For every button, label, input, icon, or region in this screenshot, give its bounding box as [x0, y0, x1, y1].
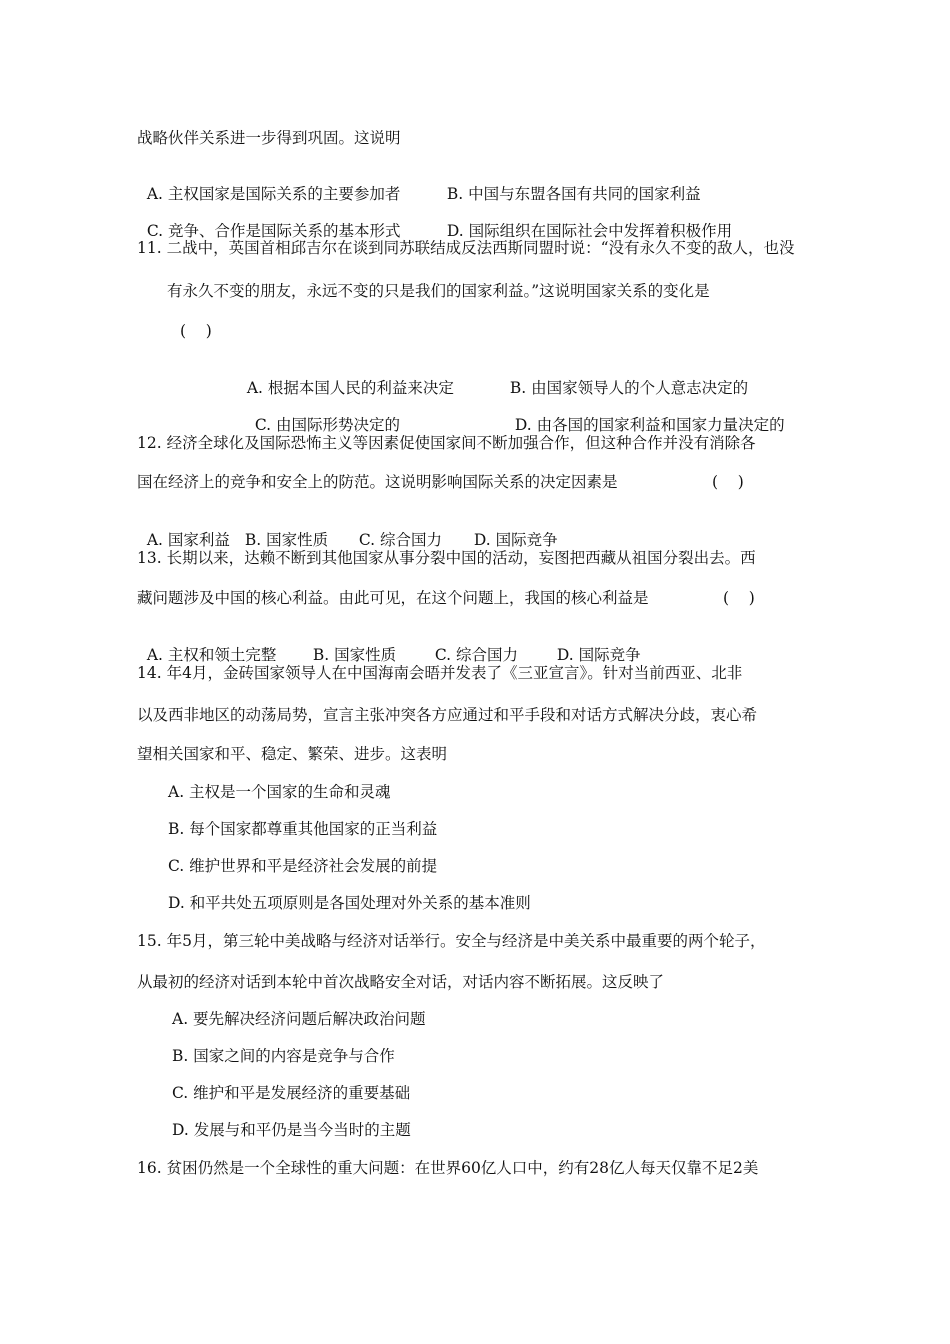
- q13-option-a: A. 主权和领土完整: [146, 646, 277, 664]
- q15-option-a: A. 要先解决经济问题后解决政治问题: [172, 1010, 426, 1028]
- q11-option-b: B. 由国家领导人的个人意志决定的: [509, 379, 749, 397]
- q15-stem-line1: 15. 年5月，第三轮中美战略与经济对话举行。安全与经济是中美关系中最重要的两个轮子，: [137, 932, 766, 950]
- q11-stem-line2: 有永久不变的朋友，永远不变的只是我们的国家利益。”这说明国家关系的变化是: [167, 282, 710, 300]
- q10-option-d: D. 国际组织在国际社会中发挥着积极作用: [446, 222, 733, 240]
- q11-option-c: C. 由国际形势决定的: [254, 416, 401, 434]
- q12-options: [137, 510, 558, 550]
- q13-answer-paren: ( ): [723, 589, 755, 607]
- q12-answer-paren: ( ): [712, 473, 744, 491]
- q11-options-row2: [245, 395, 785, 435]
- q12-option-a: A. 国家利益: [146, 531, 230, 549]
- q12-option-c: C. 综合国力: [358, 531, 443, 549]
- q11-option-a: A. 根据本国人民的利益来决定: [246, 379, 454, 397]
- q12-option-b: B. 国家性质: [244, 531, 329, 549]
- q13-option-c: C. 综合国力: [434, 646, 519, 664]
- q14-option-c: C. 维护世界和平是经济社会发展的前提: [168, 857, 438, 875]
- q13-stem-line1: 13. 长期以来，达赖不断到其他国家从事分裂中国的活动，妄图把西藏从祖国分裂出去。西: [137, 549, 756, 567]
- q10-continuation: 战略伙伴关系进一步得到巩固。这说明: [137, 129, 401, 147]
- q14-option-a: A. 主权是一个国家的生命和灵魂: [168, 783, 391, 801]
- q14-option-b: B. 每个国家都尊重其他国家的正当利益: [168, 820, 438, 838]
- q13-option-b: B. 国家性质: [312, 646, 397, 664]
- q13-option-d: D. 国际竞争: [556, 646, 641, 664]
- q10-options-row2: [137, 201, 732, 241]
- q11-answer-paren: ( ): [180, 322, 212, 340]
- q14-stem-line1: 14. 年4月，金砖国家领导人在中国海南会晤并发表了《三亚宣言》。针对当前西亚、北非: [137, 664, 743, 682]
- q11-option-d: D. 由各国的国家利益和国家力量决定的: [514, 416, 785, 434]
- q15-option-b: B. 国家之间的内容是竞争与合作: [172, 1047, 395, 1065]
- q16-stem-line1: 16. 贫困仍然是一个全球性的重大问题：在世界60亿人口中，约有28亿人每天仅靠不足2美: [137, 1159, 759, 1177]
- q14-stem-line3: 望相关国家和平、稳定、繁荣、进步。这表明: [137, 745, 448, 763]
- q11-options-row1: [237, 358, 748, 398]
- q12-stem-line1: 12. 经济全球化及国际恐怖主义等因素促使国家间不断加强合作，但这种合作并没有消除各: [137, 434, 756, 452]
- q10-options-row1: [137, 164, 701, 204]
- q12-option-d: D. 国际竞争: [473, 531, 558, 549]
- q13-options: [137, 625, 641, 665]
- q10-option-a: A. 主权国家是国际关系的主要参加者: [146, 185, 401, 203]
- q10-option-c: C. 竞争、合作是国际关系的基本形式: [146, 222, 401, 240]
- q15-option-d: D. 发展与和平仍是当今当时的主题: [172, 1121, 411, 1139]
- q12-stem-line2: 国在经济上的竞争和安全上的防范。这说明影响国际关系的决定因素是: [137, 473, 618, 491]
- q15-option-c: C. 维护和平是发展经济的重要基础: [172, 1084, 411, 1102]
- q11-stem-line1: 11. 二战中，英国首相邱吉尔在谈到同苏联结成反法西斯同盟时说：“没有永久不变的敌人，也没: [137, 239, 795, 257]
- q13-stem-line2: 藏问题涉及中国的核心利益。由此可见，在这个问题上，我国的核心利益是: [137, 589, 649, 607]
- q14-option-d: D. 和平共处五项原则是各国处理对外关系的基本准则: [168, 894, 531, 912]
- q15-stem-line2: 从最初的经济对话到本轮中首次战略安全对话，对话内容不断拓展。这反映了: [137, 973, 665, 991]
- q10-option-b: B. 中国与东盟各国有共同的国家利益: [446, 185, 701, 203]
- q14-stem-line2: 以及西非地区的动荡局势，宣言主张冲突各方应通过和平手段和对话方式解决分歧，衷心希: [137, 706, 758, 724]
